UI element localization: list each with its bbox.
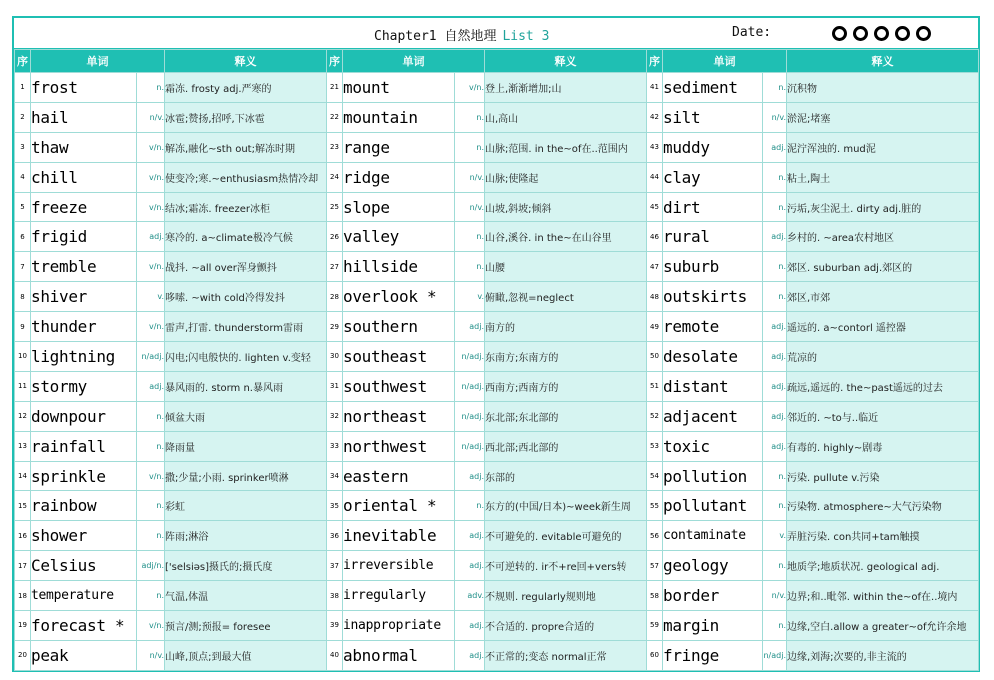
entry-part-of-speech: v/n.: [455, 73, 485, 103]
entry-part-of-speech: n.: [137, 521, 165, 551]
entry-number: 54: [647, 461, 663, 491]
header-word: 单词: [31, 50, 165, 73]
entry-number: 46: [647, 222, 663, 252]
entry-word: northeast: [343, 401, 455, 431]
entry-word: geology: [663, 551, 763, 581]
entry-number: 53: [647, 431, 663, 461]
entry-part-of-speech: v/n.: [137, 252, 165, 282]
entry-number: 16: [15, 521, 31, 551]
entry-word: ridge: [343, 162, 455, 192]
entry-word: southern: [343, 312, 455, 342]
entry-definition: 郊区,市郊: [787, 282, 979, 312]
entry-definition: 东南方;东南方的: [485, 342, 647, 372]
entry-definition: 撒;少量;小雨. sprinker喷淋: [165, 461, 327, 491]
entry-part-of-speech: n/adj.: [455, 342, 485, 372]
entry-word: desolate: [663, 342, 763, 372]
entry-definition: 山脉;范围. in the~of在..范围内: [485, 132, 647, 162]
table-row: [15, 342, 979, 372]
entry-number: 7: [15, 252, 31, 282]
entry-number: 13: [15, 431, 31, 461]
entry-definition: 俯瞰,忽视=neglect: [485, 282, 647, 312]
entry-part-of-speech: adj.: [455, 611, 485, 641]
entry-word: thaw: [31, 132, 137, 162]
entry-number: 41: [647, 73, 663, 103]
entry-number: 22: [327, 102, 343, 132]
entry-number: 58: [647, 581, 663, 611]
entry-number: 15: [15, 491, 31, 521]
entry-part-of-speech: v/n.: [137, 192, 165, 222]
entry-word: shiver: [31, 282, 137, 312]
entry-number: 38: [327, 581, 343, 611]
entry-number: 23: [327, 132, 343, 162]
entry-definition: 邻近的. ~to与..临近: [787, 401, 979, 431]
entry-number: 42: [647, 102, 663, 132]
header-word: 单词: [343, 50, 485, 73]
entry-part-of-speech: n.: [455, 132, 485, 162]
entry-word: outskirts: [663, 282, 763, 312]
table-row: [15, 581, 979, 611]
entry-part-of-speech: adj.: [763, 132, 787, 162]
table-row: [15, 491, 979, 521]
column-header-row: [15, 50, 979, 73]
entry-number: 52: [647, 401, 663, 431]
entry-part-of-speech: n.: [137, 581, 165, 611]
title-bar: [14, 18, 978, 49]
entry-part-of-speech: adj.: [763, 222, 787, 252]
entry-part-of-speech: n/v.: [763, 102, 787, 132]
entry-word: shower: [31, 521, 137, 551]
entry-number: 32: [327, 401, 343, 431]
entry-word: dirt: [663, 192, 763, 222]
entry-definition: 雷声,打雷. thunderstorm雷雨: [165, 312, 327, 342]
entry-word: southeast: [343, 342, 455, 372]
entry-definition: 泥泞浑浊的. mud泥: [787, 132, 979, 162]
entry-part-of-speech: v/n.: [137, 611, 165, 641]
entry-word: slope: [343, 192, 455, 222]
entry-part-of-speech: n/adj.: [763, 640, 787, 670]
table-row: [15, 132, 979, 162]
entry-number: 9: [15, 312, 31, 342]
entry-part-of-speech: v/n.: [137, 132, 165, 162]
entry-definition: 弄脏污染. con共同+tam触摸: [787, 521, 979, 551]
entry-number: 10: [15, 342, 31, 372]
header-num: 序: [15, 50, 31, 73]
entry-word: pollution: [663, 461, 763, 491]
entry-number: 11: [15, 371, 31, 401]
entry-part-of-speech: n.: [763, 551, 787, 581]
table-row: [15, 551, 979, 581]
entry-definition: 登上,渐渐增加;山: [485, 73, 647, 103]
entry-part-of-speech: n/v.: [763, 581, 787, 611]
entry-number: 34: [327, 461, 343, 491]
entry-number: 4: [15, 162, 31, 192]
entry-definition: 预言/测;预报= foresee: [165, 611, 327, 641]
entry-definition: 东部的: [485, 461, 647, 491]
review-circle-3[interactable]: [874, 26, 889, 41]
table-row: [15, 222, 979, 252]
entry-part-of-speech: v.: [455, 282, 485, 312]
table-row: [15, 252, 979, 282]
entry-part-of-speech: v/n.: [137, 312, 165, 342]
entry-number: 49: [647, 312, 663, 342]
word-rows: [15, 73, 979, 671]
entry-part-of-speech: n.: [455, 102, 485, 132]
entry-definition: 使变冷;寒.~enthusiasm热情冷却: [165, 162, 327, 192]
entry-word: temperature: [31, 581, 137, 611]
entry-word: rainfall: [31, 431, 137, 461]
entry-definition: 阵雨;淋浴: [165, 521, 327, 551]
entry-definition: 暴风雨的. storm n.暴风雨: [165, 371, 327, 401]
entry-word: contaminate: [663, 521, 763, 551]
entry-part-of-speech: n/adj.: [455, 431, 485, 461]
entry-part-of-speech: n/v.: [137, 640, 165, 670]
entry-definition: 西北部;西北部的: [485, 431, 647, 461]
entry-part-of-speech: adj.: [137, 371, 165, 401]
entry-word: oriental *: [343, 491, 455, 521]
entry-definition: 山坡,斜坡;倾斜: [485, 192, 647, 222]
entry-word: hillside: [343, 252, 455, 282]
entry-word: stormy: [31, 371, 137, 401]
entry-part-of-speech: adj.: [763, 312, 787, 342]
entry-word: rural: [663, 222, 763, 252]
entry-part-of-speech: adj.: [763, 431, 787, 461]
entry-number: 47: [647, 252, 663, 282]
review-circle-4[interactable]: [895, 26, 910, 41]
entry-number: 44: [647, 162, 663, 192]
header-word: 单词: [663, 50, 787, 73]
entry-word: forecast *: [31, 611, 137, 641]
entry-definition: 疏远,遥远的. the~past遥远的过去: [787, 371, 979, 401]
entry-number: 17: [15, 551, 31, 581]
entry-part-of-speech: n.: [455, 252, 485, 282]
entry-word: Celsius: [31, 551, 137, 581]
entry-part-of-speech: n.: [455, 222, 485, 252]
header-num: 序: [327, 50, 343, 73]
entry-word: peak: [31, 640, 137, 670]
table-row: [15, 102, 979, 132]
entry-definition: 东方的(中国/日本)~week新生周: [485, 491, 647, 521]
entry-number: 20: [15, 640, 31, 670]
entry-number: 40: [327, 640, 343, 670]
entry-part-of-speech: adj.: [455, 312, 485, 342]
review-circle-5[interactable]: [916, 26, 931, 41]
review-circles: [832, 26, 931, 41]
table-row: [15, 611, 979, 641]
entry-definition: 东北部;东北部的: [485, 401, 647, 431]
entry-word: suburb: [663, 252, 763, 282]
entry-part-of-speech: n.: [763, 252, 787, 282]
entry-number: 56: [647, 521, 663, 551]
entry-word: irregularly: [343, 581, 455, 611]
entry-word: lightning: [31, 342, 137, 372]
entry-word: tremble: [31, 252, 137, 282]
entry-part-of-speech: n.: [763, 491, 787, 521]
entry-word: distant: [663, 371, 763, 401]
entry-definition: 有毒的. highly~剧毒: [787, 431, 979, 461]
entry-part-of-speech: adj.: [455, 551, 485, 581]
entry-definition: 沉积物: [787, 73, 979, 103]
header-num: 序: [647, 50, 663, 73]
entry-word: border: [663, 581, 763, 611]
entry-word: hail: [31, 102, 137, 132]
entry-word: eastern: [343, 461, 455, 491]
list-label: List 3: [502, 29, 550, 44]
entry-number: 35: [327, 491, 343, 521]
entry-definition: 污垢,灰尘泥土. dirty adj.脏的: [787, 192, 979, 222]
entry-part-of-speech: n.: [137, 431, 165, 461]
entry-part-of-speech: n.: [455, 491, 485, 521]
entry-part-of-speech: n.: [763, 461, 787, 491]
entry-part-of-speech: n/v.: [455, 162, 485, 192]
table-row: [15, 312, 979, 342]
entry-definition: 结冰;霜冻. freezer冰柜: [165, 192, 327, 222]
entry-definition: 战抖. ~all over浑身颤抖: [165, 252, 327, 282]
entry-definition: 不规则. regularly规则地: [485, 581, 647, 611]
entry-number: 45: [647, 192, 663, 222]
entry-number: 6: [15, 222, 31, 252]
entry-word: northwest: [343, 431, 455, 461]
entry-definition: 乡村的. ~area农村地区: [787, 222, 979, 252]
entry-word: mountain: [343, 102, 455, 132]
entry-definition: 不合适的. propre合适的: [485, 611, 647, 641]
entry-definition: 哆嗦. ~with cold冷得发抖: [165, 282, 327, 312]
entry-definition: 气温,体温: [165, 581, 327, 611]
entry-number: 30: [327, 342, 343, 372]
entry-definition: 冰雹;赞扬,招呼,下冰雹: [165, 102, 327, 132]
vocabulary-table: [14, 49, 979, 671]
entry-number: 27: [327, 252, 343, 282]
chapter-name: Chapter1 自然地理: [374, 29, 497, 44]
entry-definition: 山峰,顶点;到最大值: [165, 640, 327, 670]
entry-number: 18: [15, 581, 31, 611]
table-row: [15, 371, 979, 401]
table-row: [15, 192, 979, 222]
entry-part-of-speech: n.: [763, 282, 787, 312]
entry-word: sediment: [663, 73, 763, 103]
entry-word: adjacent: [663, 401, 763, 431]
entry-word: inevitable: [343, 521, 455, 551]
header-meaning: 释义: [787, 50, 979, 73]
header-meaning: 释义: [165, 50, 327, 73]
entry-part-of-speech: adj.: [455, 521, 485, 551]
entry-part-of-speech: adj.: [455, 461, 485, 491]
entry-number: 39: [327, 611, 343, 641]
entry-word: southwest: [343, 371, 455, 401]
entry-word: clay: [663, 162, 763, 192]
entry-word: pollutant: [663, 491, 763, 521]
entry-part-of-speech: adj.: [455, 640, 485, 670]
entry-word: inappropriate: [343, 611, 455, 641]
entry-word: chill: [31, 162, 137, 192]
entry-word: margin: [663, 611, 763, 641]
entry-part-of-speech: n/adj.: [455, 371, 485, 401]
entry-definition: 遥远的. a~contorl 遥控器: [787, 312, 979, 342]
entry-definition: 山腰: [485, 252, 647, 282]
entry-word: abnormal: [343, 640, 455, 670]
entry-number: 50: [647, 342, 663, 372]
entry-definition: 边缘,空白.allow a greater~of允许余地: [787, 611, 979, 641]
entry-number: 26: [327, 222, 343, 252]
entry-definition: 倾盆大雨: [165, 401, 327, 431]
vocabulary-sheet: [12, 16, 980, 672]
entry-part-of-speech: v.: [763, 521, 787, 551]
entry-part-of-speech: n.: [763, 162, 787, 192]
entry-definition: 寒冷的. a~climate极冷气候: [165, 222, 327, 252]
entry-definition: 山脉;使隆起: [485, 162, 647, 192]
entry-word: overlook *: [343, 282, 455, 312]
entry-part-of-speech: n.: [763, 73, 787, 103]
entry-part-of-speech: n.: [763, 192, 787, 222]
entry-word: fringe: [663, 640, 763, 670]
entry-number: 59: [647, 611, 663, 641]
entry-definition: 不正常的;变态 normal正常: [485, 640, 647, 670]
entry-definition: 荒凉的: [787, 342, 979, 372]
entry-number: 28: [327, 282, 343, 312]
entry-definition: 山,高山: [485, 102, 647, 132]
chapter-title: [374, 25, 549, 44]
entry-definition: 南方的: [485, 312, 647, 342]
entry-word: toxic: [663, 431, 763, 461]
entry-part-of-speech: n/adj.: [455, 401, 485, 431]
entry-part-of-speech: n.: [137, 491, 165, 521]
entry-number: 36: [327, 521, 343, 551]
entry-number: 57: [647, 551, 663, 581]
entry-number: 51: [647, 371, 663, 401]
entry-part-of-speech: n/v.: [455, 192, 485, 222]
header-meaning: 释义: [485, 50, 647, 73]
entry-number: 19: [15, 611, 31, 641]
entry-number: 25: [327, 192, 343, 222]
entry-definition: 不可避免的. evitable可避免的: [485, 521, 647, 551]
entry-number: 3: [15, 132, 31, 162]
entry-definition: 降雨量: [165, 431, 327, 461]
entry-word: silt: [663, 102, 763, 132]
entry-number: 8: [15, 282, 31, 312]
table-row: [15, 521, 979, 551]
entry-part-of-speech: n/adj.: [137, 342, 165, 372]
entry-part-of-speech: adj.: [137, 222, 165, 252]
entry-part-of-speech: v/n.: [137, 162, 165, 192]
entry-part-of-speech: n/v.: [137, 102, 165, 132]
entry-part-of-speech: adj.: [763, 401, 787, 431]
entry-number: 37: [327, 551, 343, 581]
entry-word: sprinkle: [31, 461, 137, 491]
entry-part-of-speech: adv.: [455, 581, 485, 611]
entry-word: valley: [343, 222, 455, 252]
entry-definition: 粘土,陶土: [787, 162, 979, 192]
entry-definition: 污染物. atmosphere~大气污染物: [787, 491, 979, 521]
entry-part-of-speech: n.: [137, 73, 165, 103]
entry-number: 60: [647, 640, 663, 670]
entry-word: rainbow: [31, 491, 137, 521]
review-circle-1[interactable]: [832, 26, 847, 41]
entry-number: 48: [647, 282, 663, 312]
table-row: [15, 162, 979, 192]
entry-number: 12: [15, 401, 31, 431]
entry-number: 2: [15, 102, 31, 132]
entry-part-of-speech: n.: [137, 401, 165, 431]
entry-definition: 霜冻. frosty adj.严寒的: [165, 73, 327, 103]
entry-definition: ['selsiəs]摄氏的;摄氏度: [165, 551, 327, 581]
entry-word: irreversible: [343, 551, 455, 581]
entry-number: 29: [327, 312, 343, 342]
entry-word: frost: [31, 73, 137, 103]
entry-word: freeze: [31, 192, 137, 222]
entry-definition: 边缘,刘海;次要的,非主流的: [787, 640, 979, 670]
entry-number: 21: [327, 73, 343, 103]
entry-word: range: [343, 132, 455, 162]
table-row: [15, 282, 979, 312]
entry-definition: 闪电;闪电般快的. lighten v.变轻: [165, 342, 327, 372]
entry-definition: 郊区. suburban adj.郊区的: [787, 252, 979, 282]
entry-number: 55: [647, 491, 663, 521]
entry-number: 1: [15, 73, 31, 103]
table-row: [15, 431, 979, 461]
entry-number: 24: [327, 162, 343, 192]
entry-definition: 地质学;地质状况. geological adj.: [787, 551, 979, 581]
entry-part-of-speech: adj.: [763, 371, 787, 401]
entry-number: 14: [15, 461, 31, 491]
entry-word: mount: [343, 73, 455, 103]
entry-definition: 山谷,溪谷. in the~在山谷里: [485, 222, 647, 252]
entry-definition: 西南方;西南方的: [485, 371, 647, 401]
table-row: [15, 73, 979, 103]
entry-part-of-speech: adj/n.: [137, 551, 165, 581]
date-label: Date:: [732, 25, 772, 40]
entry-word: thunder: [31, 312, 137, 342]
review-circle-2[interactable]: [853, 26, 868, 41]
table-row: [15, 401, 979, 431]
entry-word: downpour: [31, 401, 137, 431]
entry-definition: 彩虹: [165, 491, 327, 521]
entry-definition: 解冻,融化~sth out;解冻时期: [165, 132, 327, 162]
entry-definition: 污染. pullute v.污染: [787, 461, 979, 491]
entry-part-of-speech: adj.: [763, 342, 787, 372]
entry-part-of-speech: v/n.: [137, 461, 165, 491]
entry-word: remote: [663, 312, 763, 342]
entry-number: 33: [327, 431, 343, 461]
entry-number: 43: [647, 132, 663, 162]
entry-number: 5: [15, 192, 31, 222]
entry-definition: 淤泥;堵塞: [787, 102, 979, 132]
entry-word: muddy: [663, 132, 763, 162]
table-row: [15, 461, 979, 491]
entry-number: 31: [327, 371, 343, 401]
table-row: [15, 640, 979, 670]
entry-definition: 不可逆转的. ir不+re回+vers转: [485, 551, 647, 581]
entry-word: frigid: [31, 222, 137, 252]
entry-definition: 边界;和..毗邻. within the~of在..境内: [787, 581, 979, 611]
entry-part-of-speech: v.: [137, 282, 165, 312]
entry-part-of-speech: n.: [763, 611, 787, 641]
